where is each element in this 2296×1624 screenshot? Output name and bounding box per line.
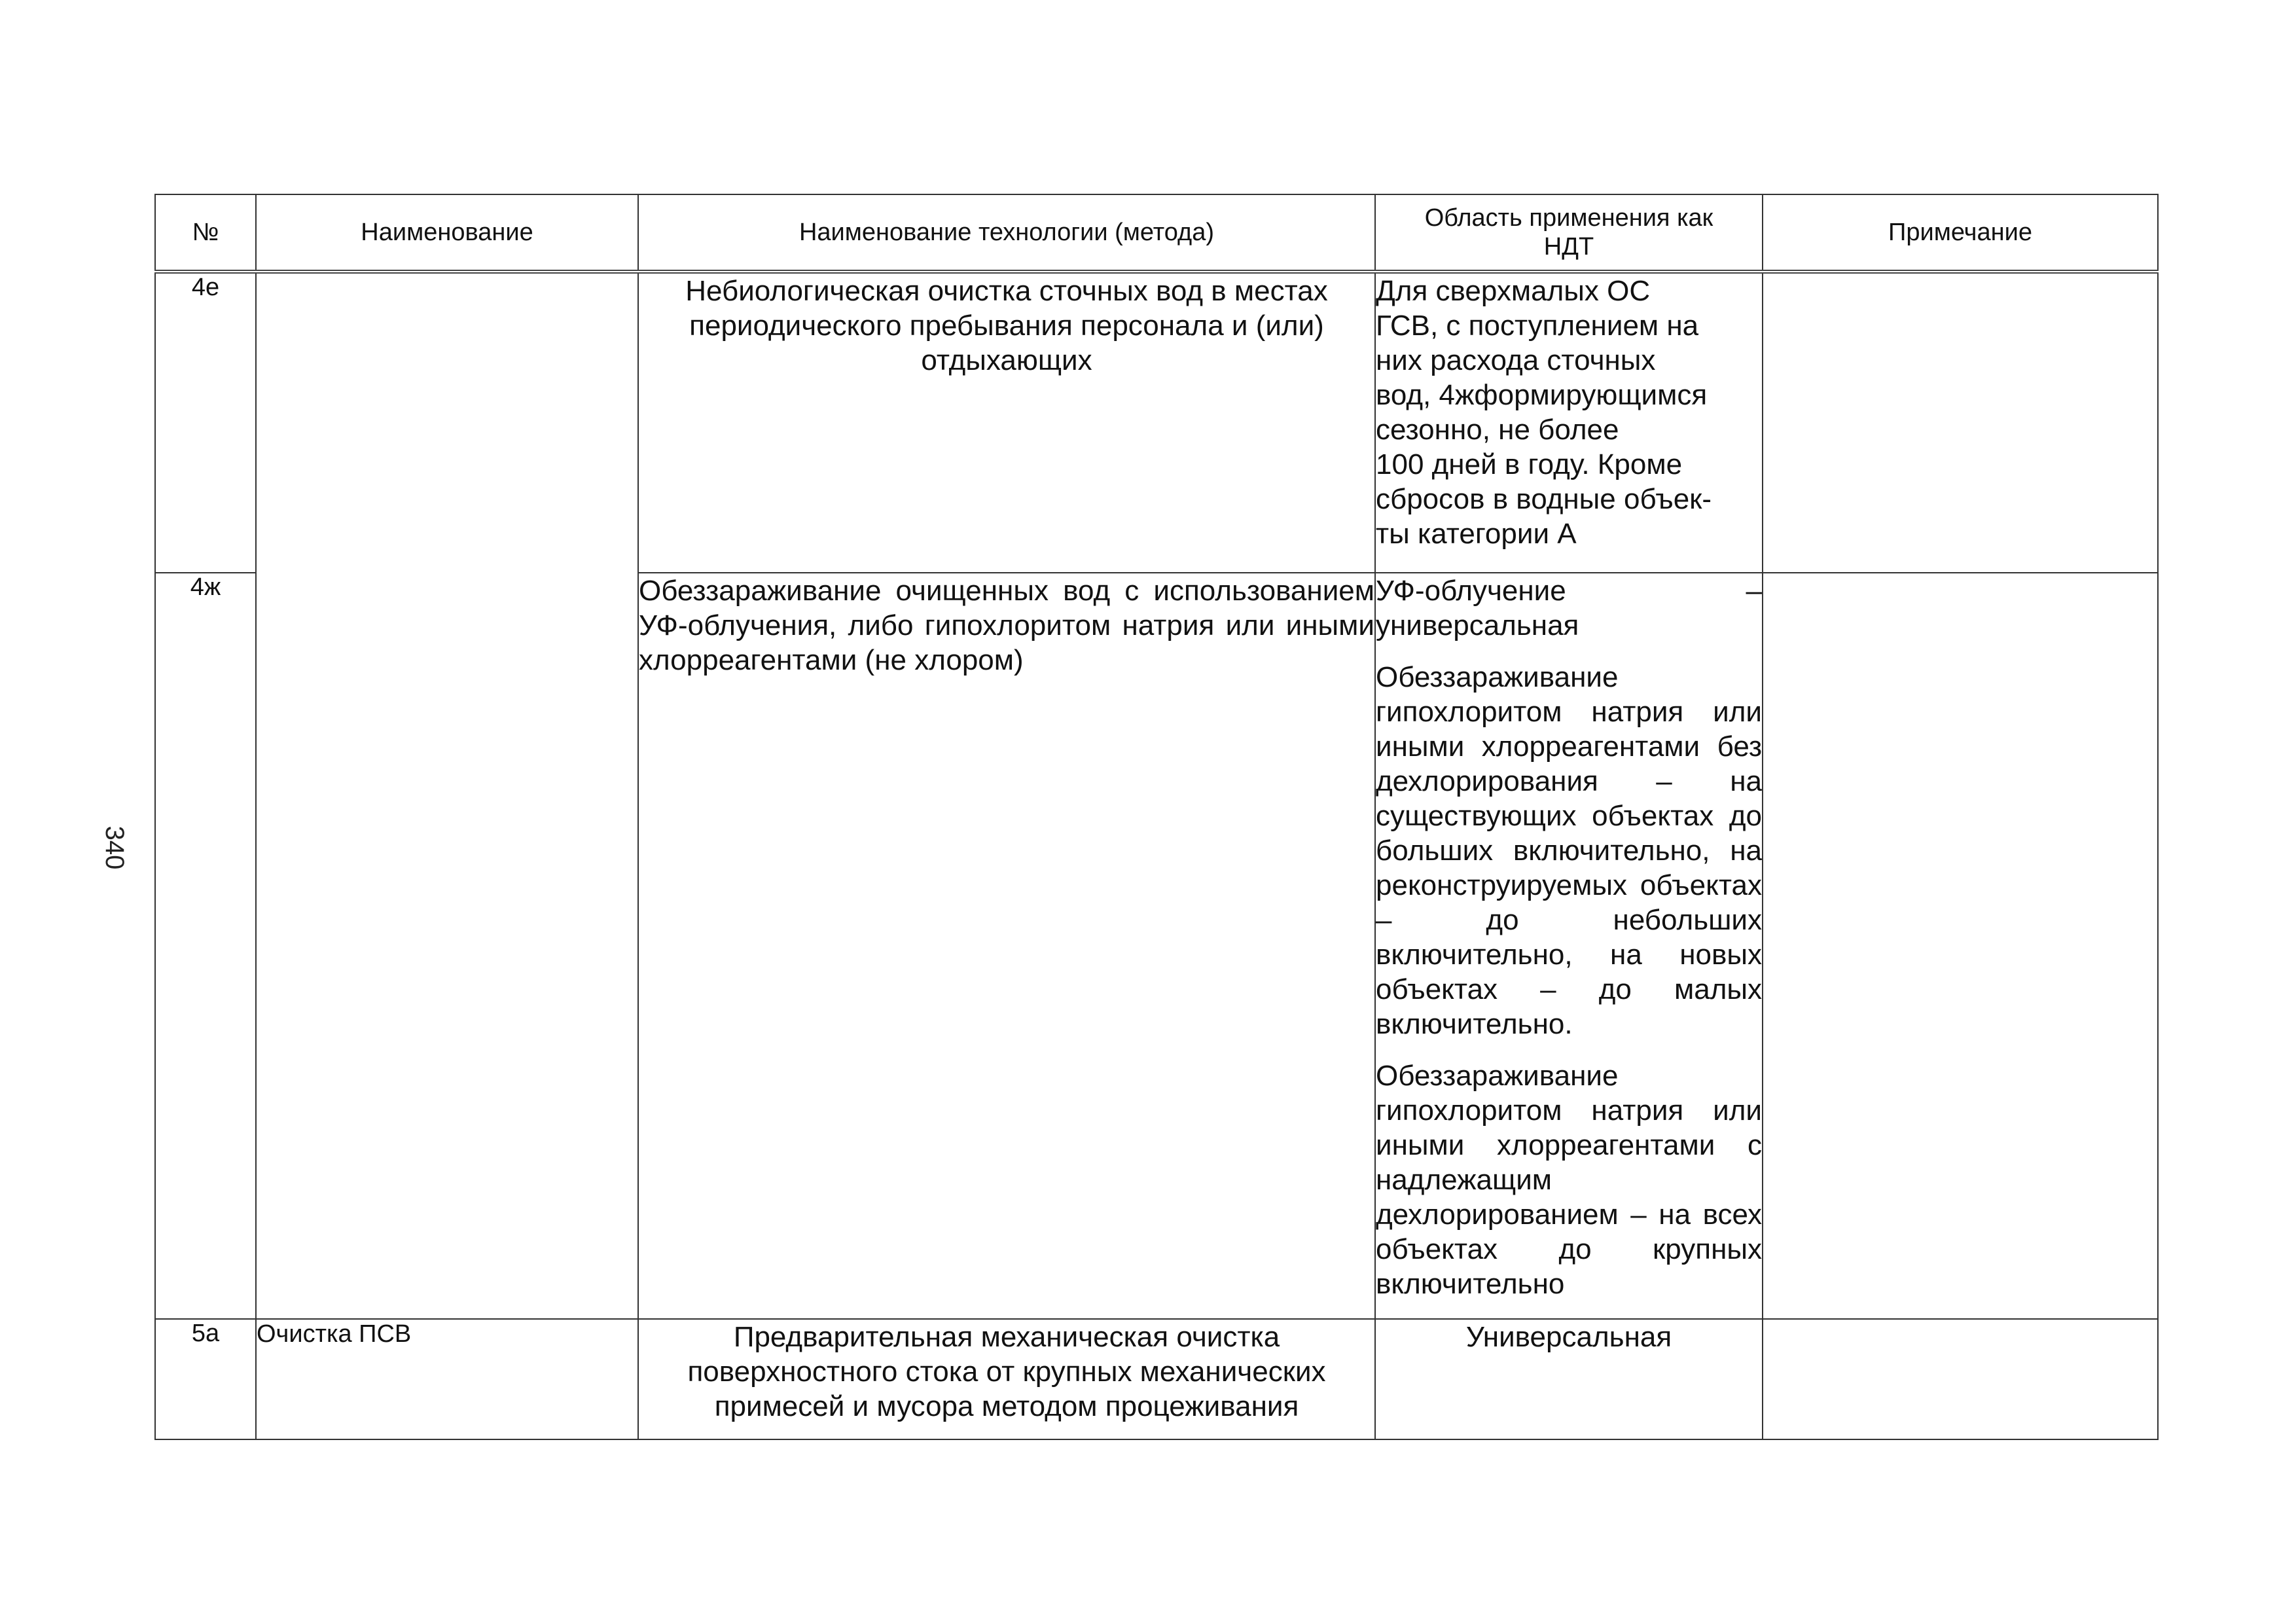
- table-row: [155, 272, 2158, 573]
- area-text: Универсальная: [1465, 1321, 1672, 1353]
- row-name: Очистка ПСВ: [256, 1319, 638, 1439]
- technology-text: Предварительная механическая очистка поверхностного стока от крупных механических примесей и мусора методом процеживания: [687, 1321, 1326, 1422]
- row-area: [1375, 1319, 1763, 1439]
- row-name: [256, 272, 638, 1319]
- technology-text: Небиологическая очистка сточных вод в местах периодического пребывания персонала и (или) отдыхающих: [685, 275, 1328, 376]
- area-line: вод, 4жформирующимся: [1376, 379, 1708, 411]
- area-text: [1376, 573, 1762, 1301]
- area-line: 100 дней в году. Кроме: [1376, 448, 1683, 480]
- area-text: [1376, 274, 1762, 551]
- area-line: ГСВ, с поступлением на: [1376, 310, 1699, 342]
- row-technology: [638, 1319, 1375, 1439]
- table-header-row: [155, 194, 2158, 272]
- area-line: сбросов в водные объек-: [1376, 483, 1712, 515]
- header-num: №: [155, 194, 256, 272]
- row-note: [1763, 1319, 2158, 1439]
- area-paragraph: УФ-облучение – универсальная: [1376, 575, 1762, 641]
- row-note: [1763, 272, 2158, 573]
- area-paragraph: Обеззараживание гипохлоритом натрия или иными хлорреагентами с надлежащим дехлорированием – на всех объектах до крупных включительно: [1376, 1060, 1762, 1300]
- header-area: Область применения как НДТ: [1375, 194, 1763, 272]
- area-line: сезонно, не более: [1376, 414, 1619, 446]
- row-area: [1375, 573, 1763, 1319]
- table-row: [155, 1319, 2158, 1439]
- row-num: 4ж: [155, 573, 256, 1319]
- area-line: Для сверхмалых ОС: [1376, 275, 1651, 307]
- ndt-table: [154, 194, 2159, 1440]
- area-line: ты категории А: [1376, 518, 1577, 550]
- row-num: 5а: [155, 1319, 256, 1439]
- row-area: [1375, 272, 1763, 573]
- header-note: Примечание: [1763, 194, 2158, 272]
- technology-text: Обеззараживание очищенных вод с использованием УФ-облучения, либо гипохлоритом натрия или иными хлорреагентами (не хлором): [639, 575, 1374, 676]
- row-technology: [638, 573, 1375, 1319]
- header-name: Наименование: [256, 194, 638, 272]
- page-number: 340: [100, 825, 130, 870]
- area-paragraph: Обеззараживание гипохлоритом натрия или иными хлорреагентами без дехлорирования – на существующих объектах до больших включительно, на реконструируемых объектах – до небольших включительно, на новых объектах – до малых включительно.: [1376, 661, 1762, 1040]
- row-note: [1763, 573, 2158, 1319]
- row-num: 4е: [155, 272, 256, 573]
- row-technology: [638, 272, 1375, 573]
- header-technology: Наименование технологии (метода): [638, 194, 1375, 272]
- area-line: них расхода сточных: [1376, 344, 1656, 376]
